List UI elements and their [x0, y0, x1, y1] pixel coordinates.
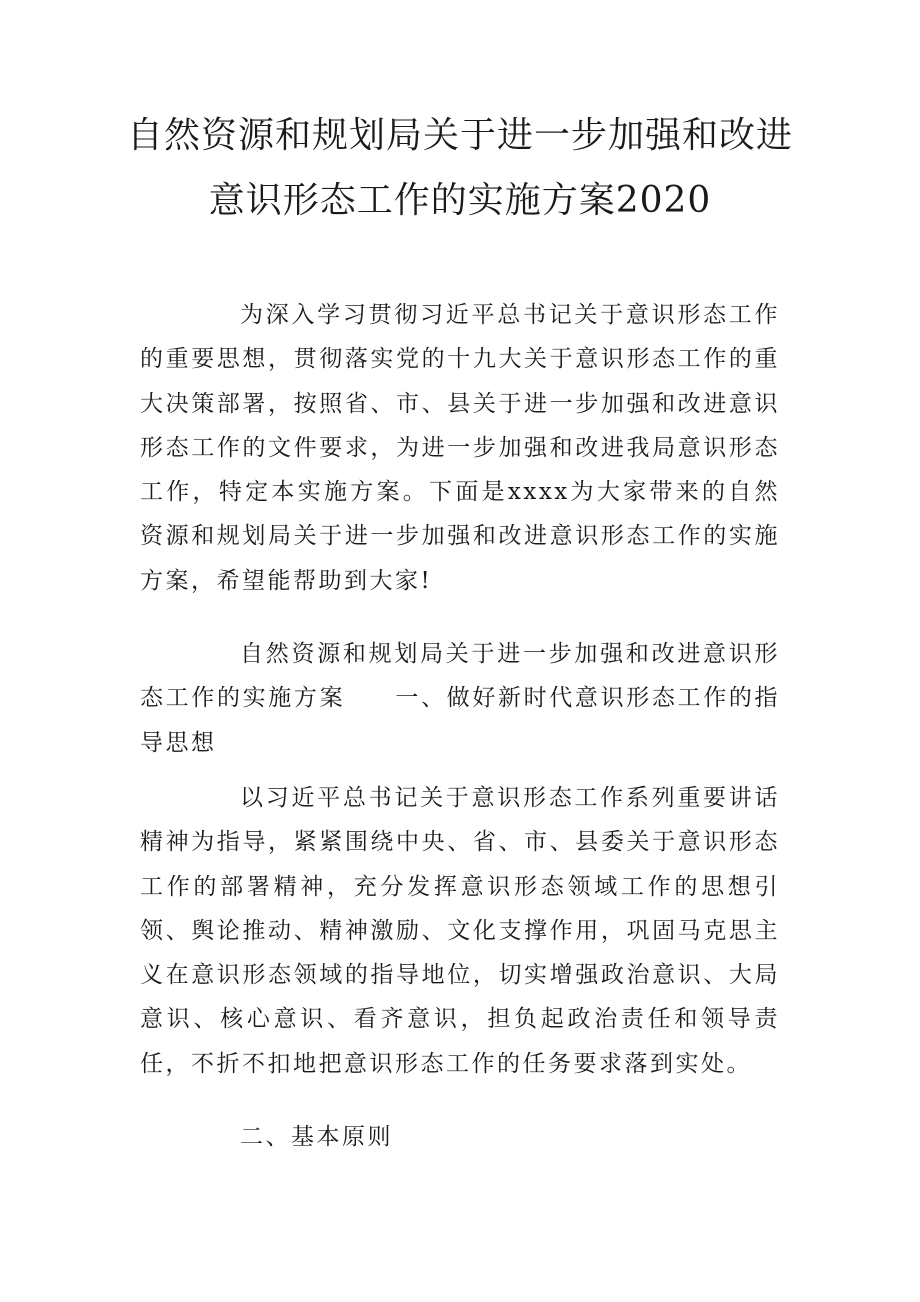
document-title-line-1: 自然资源和规划局关于进一步加强和改进	[126, 115, 793, 156]
section-1-body: 以习近平总书记关于意识形态工作系列重要讲话精神为指导，紧紧围绕中央、省、市、县委关于意识形态工作的部署精神，充分发挥意识形态领域工作的思想引领、舆论推动、精神激励、文化支撑作用，巩固马克思主义在意识形态领域的指导地位，切实增强政治意识、大局意识、核心意识、看齐意识，担负起政治责任和领导责任，不折不扣地把意识形态工作的任务要求落到实处。	[140, 785, 780, 1077]
intro-paragraph: 为深入学习贯彻习近平总书记关于意识形态工作的重要思想，贯彻落实党的十九大关于意识形态工作的重大决策部署，按照省、市、县关于进一步加强和改进意识形态工作的文件要求，为进一步加强和改进我局意识形态工作，特定本实施方案。下面是xxxx为大家带来的自然资源和规划局关于进一步加强和改进意识形态工作的实施方案，希望能帮助到大家!	[140, 302, 780, 594]
section-1-heading: 一、做好新时代意识形态工作的指导思想	[140, 685, 781, 756]
repeat-title-paragraph	[140, 632, 780, 768]
repeat-title-text: 自然资源和规划局关于进一步加强和改进意识形态工作的实施方案	[140, 641, 780, 712]
section-2-heading: 二、基本原则	[240, 1124, 393, 1150]
document-title-line-2: 意识形态工作的实施方案2020	[208, 180, 712, 221]
